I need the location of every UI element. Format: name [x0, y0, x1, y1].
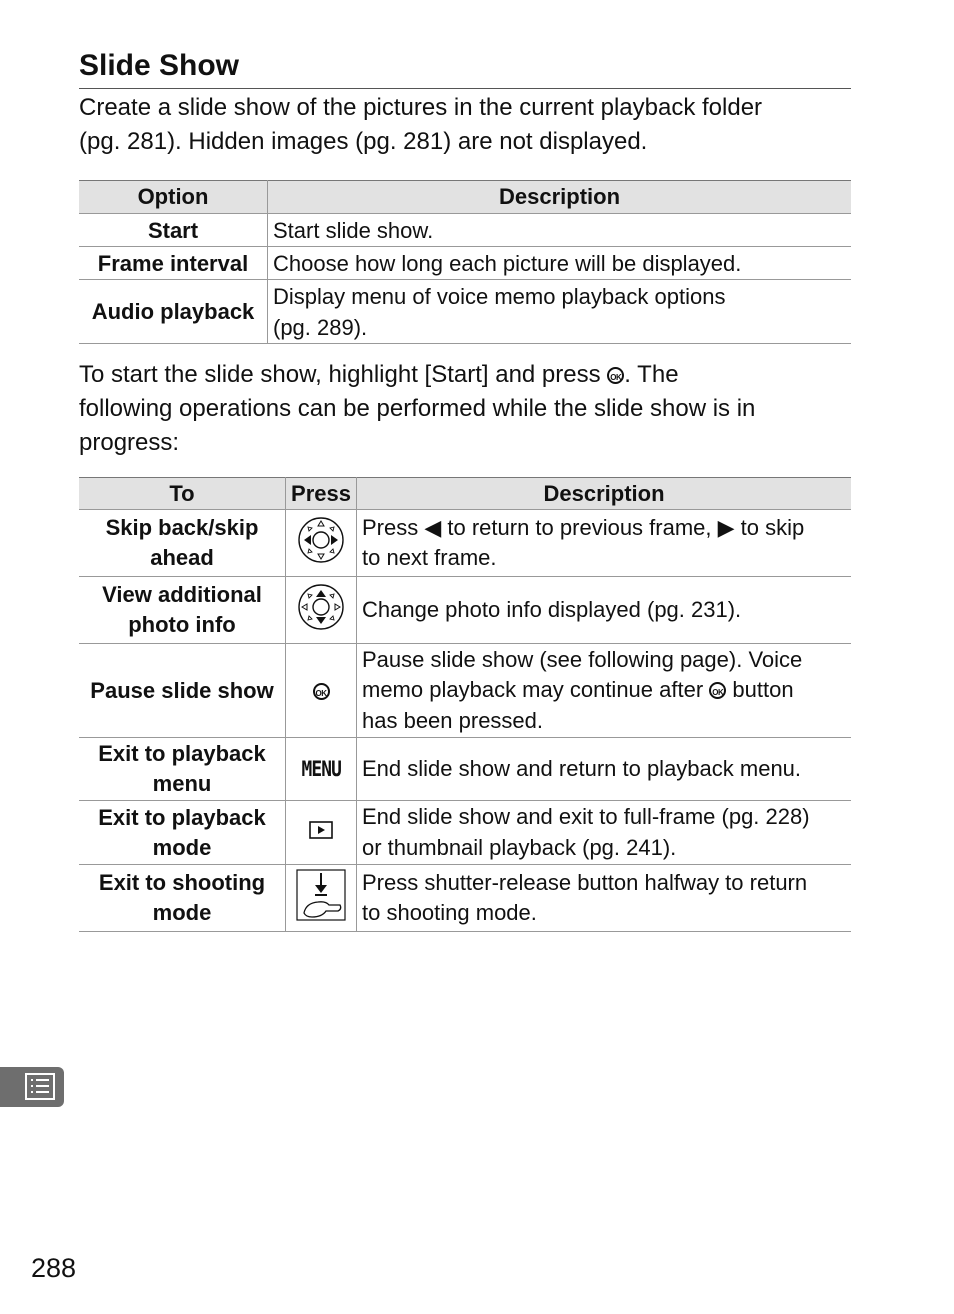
press-cell: [286, 644, 357, 738]
description-text: Press: [362, 514, 425, 540]
operation-description: [357, 510, 852, 577]
table-row: [79, 644, 851, 738]
press-cell: [286, 865, 357, 932]
operation-name-line: mode: [152, 900, 212, 925]
column-header-to: To: [79, 478, 286, 510]
press-cell: [286, 738, 357, 801]
option-description: [268, 280, 852, 344]
description-line: has been pressed.: [362, 707, 544, 733]
operation-name-line: Exit to playback: [98, 741, 266, 766]
playback-menu-tab: [0, 1067, 64, 1107]
description-text: to return to previous frame,: [441, 514, 718, 540]
description-line: End slide show and exit to full-frame (pg. 228): [362, 804, 810, 829]
column-header-option: Option: [79, 181, 268, 214]
ok-button-icon: OK: [709, 682, 726, 699]
operation-name-line: mode: [152, 834, 212, 860]
page-number: 288: [31, 1253, 77, 1283]
description-line: (pg. 289).: [273, 314, 368, 340]
operation-name: Pause slide show: [79, 644, 286, 738]
operation-name: [79, 738, 286, 801]
press-cell: [286, 577, 357, 644]
page-content: [79, 44, 851, 932]
right-arrow-icon: ▶: [717, 514, 735, 540]
instructions-line: progress:: [79, 429, 180, 456]
playback-menu-tab-icon: [0, 1067, 64, 1107]
press-cell: [286, 801, 357, 865]
description-line: Display menu of voice memo playback options: [273, 283, 726, 309]
options-table: [79, 180, 851, 344]
operation-name-line: ahead: [150, 545, 214, 570]
table-row: [79, 510, 851, 577]
table-row: [79, 865, 851, 932]
table-row: [79, 247, 851, 280]
description-text: memo playback may continue after: [362, 677, 710, 703]
operation-description: [357, 865, 852, 932]
ok-button-icon: OK: [607, 367, 624, 384]
description-line: to next frame.: [362, 545, 497, 570]
operation-name: [79, 865, 286, 932]
instructions-text: . The: [624, 361, 679, 388]
operation-description: [357, 644, 852, 738]
multi-selector-up-down-icon: [296, 582, 346, 632]
option-description: Choose how long each picture will be displayed.: [268, 247, 852, 280]
playback-button-icon: [309, 820, 333, 840]
instructions-text: To start the slide show, highlight [Start] and press: [79, 361, 608, 388]
operation-name: [79, 510, 286, 577]
shutter-release-half-press-icon: [296, 869, 346, 921]
page-title: Slide Show: [79, 44, 851, 89]
table-row: [79, 280, 851, 344]
operation-name-line: View additional: [102, 582, 262, 607]
table-row: [79, 214, 851, 247]
table-row: [79, 577, 851, 644]
instructions-line: following operations can be performed while the slide show is in: [79, 395, 756, 422]
description-line: to shooting mode.: [362, 900, 537, 925]
description-line: Press shutter-release button halfway to return: [362, 869, 808, 895]
intro-line: Create a slide show of the pictures in the current playback folder: [79, 94, 763, 121]
multi-selector-left-right-icon: [296, 515, 346, 565]
left-arrow-icon: ◀: [424, 514, 442, 540]
option-name: Audio playback: [79, 280, 268, 344]
description-line: or thumbnail playback (pg. 241).: [362, 834, 677, 860]
operation-name-line: photo info: [128, 612, 236, 637]
description-line: [362, 513, 846, 544]
description-line: [362, 675, 846, 706]
column-header-description: Description: [357, 478, 852, 510]
operation-name-line: Exit to shooting: [98, 870, 266, 895]
option-name: Frame interval: [79, 247, 268, 280]
instructions-paragraph: [79, 358, 851, 460]
table-row: [79, 738, 851, 801]
operation-description: End slide show and return to playback menu.: [357, 738, 852, 801]
column-header-description: Description: [268, 181, 852, 214]
table-row: [79, 801, 851, 865]
column-header-press: Press: [286, 478, 357, 510]
press-cell: [286, 510, 357, 577]
operation-name: [79, 577, 286, 644]
description-line: Pause slide show (see following page). Voice: [362, 646, 803, 672]
operation-description: Change photo info displayed (pg. 231).: [357, 577, 852, 644]
operation-description: [357, 801, 852, 865]
intro-line: (pg. 281). Hidden images (pg. 281) are not displayed.: [79, 128, 648, 155]
description-text: button: [726, 677, 794, 703]
intro-paragraph: [79, 91, 851, 159]
operation-name-line: Exit to playback: [98, 804, 266, 830]
menu-button-label: MENU: [301, 757, 341, 781]
option-description: Start slide show.: [268, 214, 852, 247]
operation-name: [79, 801, 286, 865]
option-name: Start: [79, 214, 268, 247]
instructions-line: [79, 358, 851, 392]
operation-name-line: menu: [152, 771, 212, 796]
operations-table: [79, 477, 851, 932]
operation-name-line: Skip back/skip: [105, 515, 259, 540]
description-text: to skip: [734, 514, 805, 540]
ok-button-icon: OK: [313, 683, 330, 700]
